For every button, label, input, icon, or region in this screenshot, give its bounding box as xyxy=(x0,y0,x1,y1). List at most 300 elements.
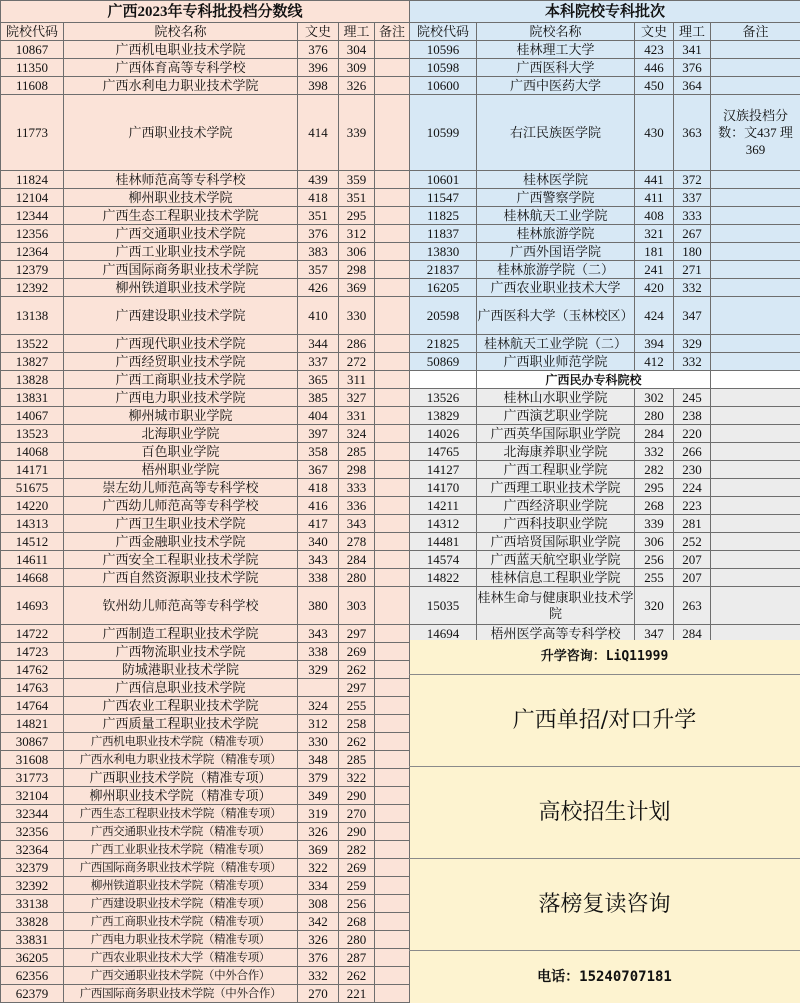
left-header-code: 院校代码 xyxy=(1,23,64,41)
school-name: 广西卫生职业技术学院 xyxy=(64,515,298,533)
remark xyxy=(711,479,800,497)
remark xyxy=(711,171,800,189)
score-ligong: 290 xyxy=(339,787,375,805)
table-row xyxy=(1,697,410,715)
score-ligong: 285 xyxy=(339,443,375,461)
score-wenshi: 337 xyxy=(298,353,339,371)
right-header-row xyxy=(410,23,800,41)
table-row xyxy=(1,59,410,77)
school-code: 33831 xyxy=(1,931,64,949)
score-wenshi: 398 xyxy=(298,77,339,95)
table-row xyxy=(1,189,410,207)
score-ligong: 369 xyxy=(339,279,375,297)
score-ligong: 331 xyxy=(339,407,375,425)
score-ligong: 332 xyxy=(674,353,711,371)
remark xyxy=(375,551,410,569)
score-wenshi: 332 xyxy=(635,443,674,461)
table-row xyxy=(1,715,410,733)
score-wenshi: 357 xyxy=(298,261,339,279)
left-header-name: 院校名称 xyxy=(64,23,298,41)
promo-line-3: 落榜复读咨询 xyxy=(409,858,800,951)
school-name: 广西培贤国际职业学院 xyxy=(477,533,635,551)
school-name: 桂林航天工业学院（二） xyxy=(477,335,635,353)
table-row xyxy=(410,389,800,407)
score-ligong: 359 xyxy=(339,171,375,189)
score-ligong: 220 xyxy=(674,425,711,443)
score-ligong: 322 xyxy=(339,769,375,787)
table-row xyxy=(410,353,800,371)
score-wenshi: 376 xyxy=(298,225,339,243)
remark xyxy=(375,985,410,1003)
school-name: 广西职业技术学院 xyxy=(64,95,298,171)
left-header-row xyxy=(1,23,410,41)
school-name: 柳州职业技术学院（精准专项） xyxy=(64,787,298,805)
score-wenshi: 410 xyxy=(298,297,339,335)
score-ligong: 280 xyxy=(339,931,375,949)
school-name: 柳州职业技术学院 xyxy=(64,189,298,207)
table-row xyxy=(1,859,410,877)
table-row xyxy=(410,171,800,189)
table-row xyxy=(1,967,410,985)
remark xyxy=(711,425,800,443)
score-ligong: 333 xyxy=(339,479,375,497)
score-wenshi: 280 xyxy=(635,407,674,425)
remark xyxy=(375,407,410,425)
school-name: 梧州职业学院 xyxy=(64,461,298,479)
school-code: 20598 xyxy=(410,297,477,335)
school-code: 13526 xyxy=(410,389,477,407)
school-name: 崇左幼儿师范高等专科学校 xyxy=(64,479,298,497)
score-wenshi: 379 xyxy=(298,769,339,787)
table-row xyxy=(1,297,410,335)
score-ligong: 266 xyxy=(674,443,711,461)
remark xyxy=(711,41,800,59)
remark xyxy=(375,335,410,353)
school-code: 12344 xyxy=(1,207,64,225)
minban-blank xyxy=(711,371,800,389)
table-row xyxy=(1,353,410,371)
school-name: 广西职业技术学院（精准专项） xyxy=(64,769,298,787)
table-row xyxy=(1,443,410,461)
school-code: 14723 xyxy=(1,643,64,661)
score-ligong: 311 xyxy=(339,371,375,389)
table-row xyxy=(410,461,800,479)
table-row xyxy=(410,77,800,95)
table-row xyxy=(410,297,800,335)
school-name: 广西交通职业技术学院（精准专项） xyxy=(64,823,298,841)
score-ligong: 272 xyxy=(339,353,375,371)
table-row xyxy=(1,551,410,569)
school-code: 32356 xyxy=(1,823,64,841)
remark xyxy=(375,77,410,95)
score-wenshi: 385 xyxy=(298,389,339,407)
school-name: 广西理工职业技术学院 xyxy=(477,479,635,497)
score-ligong: 267 xyxy=(674,225,711,243)
table-row xyxy=(1,407,410,425)
score-ligong: 286 xyxy=(339,335,375,353)
school-code: 14220 xyxy=(1,497,64,515)
right-header-note: 备注 xyxy=(711,23,800,41)
table-row xyxy=(1,643,410,661)
school-name: 广西国际商务职业技术学院（中外合作） xyxy=(64,985,298,1003)
remark xyxy=(711,461,800,479)
score-wenshi: 344 xyxy=(298,335,339,353)
school-code: 11608 xyxy=(1,77,64,95)
school-code: 11824 xyxy=(1,171,64,189)
score-ligong: 287 xyxy=(339,949,375,967)
remark xyxy=(711,297,800,335)
school-code: 14127 xyxy=(410,461,477,479)
score-wenshi: 369 xyxy=(298,841,339,859)
left-table-title: 广西2023年专科批投档分数线 xyxy=(1,1,410,23)
table-row xyxy=(1,479,410,497)
school-code: 51675 xyxy=(1,479,64,497)
score-ligong: 326 xyxy=(339,77,375,95)
school-code: 10599 xyxy=(410,95,477,171)
school-name: 广西演艺职业学院 xyxy=(477,407,635,425)
table-row xyxy=(1,787,410,805)
school-name: 柳州铁道职业技术学院 xyxy=(64,279,298,297)
table-row xyxy=(410,335,800,353)
school-name: 广西经济职业学院 xyxy=(477,497,635,515)
minban-section-title: 广西民办专科院校 xyxy=(477,371,711,389)
score-wenshi: 347 xyxy=(635,625,674,643)
school-code: 14312 xyxy=(410,515,477,533)
school-code: 11825 xyxy=(410,207,477,225)
remark xyxy=(375,41,410,59)
school-code: 13827 xyxy=(1,353,64,371)
table-row xyxy=(1,949,410,967)
score-ligong: 269 xyxy=(339,859,375,877)
school-code: 15035 xyxy=(410,587,477,625)
score-ligong: 298 xyxy=(339,461,375,479)
remark xyxy=(375,389,410,407)
school-code: 13828 xyxy=(1,371,64,389)
table-row xyxy=(1,389,410,407)
remark xyxy=(711,77,800,95)
score-wenshi: 394 xyxy=(635,335,674,353)
school-code: 12379 xyxy=(1,261,64,279)
table-row xyxy=(410,95,800,171)
table-row xyxy=(1,751,410,769)
score-wenshi: 338 xyxy=(298,569,339,587)
score-wenshi: 324 xyxy=(298,697,339,715)
school-name: 广西经贸职业技术学院 xyxy=(64,353,298,371)
school-name: 桂林航天工业学院 xyxy=(477,207,635,225)
school-name: 桂林旅游学院 xyxy=(477,225,635,243)
table-row xyxy=(1,661,410,679)
score-ligong: 351 xyxy=(339,189,375,207)
promo-phone: 电话：15240707181 xyxy=(409,950,800,1004)
score-ligong: 256 xyxy=(339,895,375,913)
school-code: 10596 xyxy=(410,41,477,59)
score-ligong: 290 xyxy=(339,823,375,841)
right-header-code: 院校代码 xyxy=(410,23,477,41)
school-code: 13829 xyxy=(410,407,477,425)
school-code: 14481 xyxy=(410,533,477,551)
school-code: 62356 xyxy=(1,967,64,985)
score-wenshi: 322 xyxy=(298,859,339,877)
remark xyxy=(711,407,800,425)
school-code: 10867 xyxy=(1,41,64,59)
score-ligong: 347 xyxy=(674,297,711,335)
right-header-wenshi: 文史 xyxy=(635,23,674,41)
remark xyxy=(375,661,410,679)
remark xyxy=(375,225,410,243)
score-ligong: 372 xyxy=(674,171,711,189)
table-row xyxy=(410,189,800,207)
remark xyxy=(375,207,410,225)
school-code: 13831 xyxy=(1,389,64,407)
remark xyxy=(375,371,410,389)
score-ligong: 207 xyxy=(674,569,711,587)
school-name: 广西国际商务职业技术学院 xyxy=(64,261,298,279)
table-row xyxy=(1,587,410,625)
score-ligong: 255 xyxy=(339,697,375,715)
score-wenshi: 376 xyxy=(298,949,339,967)
table-row xyxy=(1,77,410,95)
left-header-ligong: 理工 xyxy=(339,23,375,41)
table-row xyxy=(410,59,800,77)
school-code: 33828 xyxy=(1,913,64,931)
remark xyxy=(375,297,410,335)
score-wenshi: 446 xyxy=(635,59,674,77)
school-code: 14211 xyxy=(410,497,477,515)
table-row xyxy=(410,41,800,59)
remark xyxy=(711,225,800,243)
school-code: 16205 xyxy=(410,279,477,297)
school-name: 广西电力职业技术学院（精准专项） xyxy=(64,931,298,949)
table-row xyxy=(1,769,410,787)
score-wenshi: 302 xyxy=(635,389,674,407)
score-ligong: 364 xyxy=(674,77,711,95)
score-ligong: 343 xyxy=(339,515,375,533)
remark xyxy=(711,389,800,407)
score-wenshi: 312 xyxy=(298,715,339,733)
remark xyxy=(375,353,410,371)
school-name: 百色职业学院 xyxy=(64,443,298,461)
table-row xyxy=(410,515,800,533)
score-ligong: 284 xyxy=(339,551,375,569)
score-ligong: 259 xyxy=(339,877,375,895)
school-name: 广西工商职业技术学院 xyxy=(64,371,298,389)
school-name: 广西建设职业技术学院（精准专项） xyxy=(64,895,298,913)
remark xyxy=(375,931,410,949)
table-row xyxy=(1,679,410,697)
promo-line-2: 高校招生计划 xyxy=(409,766,800,859)
table-row xyxy=(1,95,410,171)
score-ligong: 282 xyxy=(339,841,375,859)
score-ligong: 280 xyxy=(339,569,375,587)
school-code: 50869 xyxy=(410,353,477,371)
score-wenshi: 348 xyxy=(298,751,339,769)
score-wenshi: 351 xyxy=(298,207,339,225)
score-ligong: 285 xyxy=(339,751,375,769)
remark xyxy=(375,877,410,895)
score-ligong: 376 xyxy=(674,59,711,77)
school-name: 钦州幼儿师范高等专科学校 xyxy=(64,587,298,625)
remark xyxy=(375,95,410,171)
remark xyxy=(375,461,410,479)
remark xyxy=(375,497,410,515)
remark xyxy=(375,569,410,587)
score-ligong: 262 xyxy=(339,967,375,985)
remark xyxy=(375,805,410,823)
score-ligong: 230 xyxy=(674,461,711,479)
school-name: 广西现代职业技术学院 xyxy=(64,335,298,353)
remark xyxy=(711,533,800,551)
school-code: 12364 xyxy=(1,243,64,261)
remark xyxy=(375,787,410,805)
school-name: 广西工业职业技术学院（精准专项） xyxy=(64,841,298,859)
school-name: 广西警察学院 xyxy=(477,189,635,207)
table-row xyxy=(1,243,410,261)
school-code: 10600 xyxy=(410,77,477,95)
school-code: 13830 xyxy=(410,243,477,261)
score-ligong: 238 xyxy=(674,407,711,425)
score-ligong: 221 xyxy=(339,985,375,1003)
score-ligong: 271 xyxy=(674,261,711,279)
table-row xyxy=(1,279,410,297)
score-wenshi: 430 xyxy=(635,95,674,171)
school-code: 11773 xyxy=(1,95,64,171)
school-name: 桂林旅游学院（二） xyxy=(477,261,635,279)
score-ligong: 278 xyxy=(339,533,375,551)
school-name: 广西科技职业学院 xyxy=(477,515,635,533)
score-wenshi: 397 xyxy=(298,425,339,443)
remark xyxy=(375,279,410,297)
score-wenshi: 424 xyxy=(635,297,674,335)
score-ligong: 312 xyxy=(339,225,375,243)
remark xyxy=(375,515,410,533)
score-ligong: 336 xyxy=(339,497,375,515)
school-code: 32104 xyxy=(1,787,64,805)
score-wenshi: 342 xyxy=(298,913,339,931)
school-name: 柳州铁道职业技术学院（精准专项） xyxy=(64,877,298,895)
score-wenshi: 295 xyxy=(635,479,674,497)
score-wenshi: 181 xyxy=(635,243,674,261)
score-wenshi: 338 xyxy=(298,643,339,661)
remark xyxy=(711,243,800,261)
promo-line-1: 广西单招/对口升学 xyxy=(409,674,800,767)
school-code: 36205 xyxy=(1,949,64,967)
score-ligong: 341 xyxy=(674,41,711,59)
table-row xyxy=(410,279,800,297)
remark xyxy=(711,261,800,279)
table-row xyxy=(1,985,410,1003)
score-ligong: 333 xyxy=(674,207,711,225)
score-ligong: 339 xyxy=(339,95,375,171)
remark xyxy=(375,895,410,913)
table-row xyxy=(410,533,800,551)
school-name: 桂林信息工程职业学院 xyxy=(477,569,635,587)
school-name: 广西水利电力职业技术学院（精准专项） xyxy=(64,751,298,769)
table-row xyxy=(1,261,410,279)
remark xyxy=(711,279,800,297)
table-row xyxy=(410,225,800,243)
school-name: 广西中医药大学 xyxy=(477,77,635,95)
school-name: 广西外国语学院 xyxy=(477,243,635,261)
score-wenshi: 376 xyxy=(298,41,339,59)
left-header-note: 备注 xyxy=(375,23,410,41)
remark xyxy=(375,697,410,715)
score-wenshi: 423 xyxy=(635,41,674,59)
remark xyxy=(711,353,800,371)
school-code: 21825 xyxy=(410,335,477,353)
score-wenshi: 441 xyxy=(635,171,674,189)
score-ligong: 324 xyxy=(339,425,375,443)
school-code: 32344 xyxy=(1,805,64,823)
score-wenshi: 329 xyxy=(298,661,339,679)
school-name: 桂林师范高等专科学校 xyxy=(64,171,298,189)
school-code: 10598 xyxy=(410,59,477,77)
right-table-title: 本科院校专科批次 xyxy=(410,1,800,23)
score-wenshi: 414 xyxy=(298,95,339,171)
school-code: 14170 xyxy=(410,479,477,497)
score-wenshi: 308 xyxy=(298,895,339,913)
school-code: 14574 xyxy=(410,551,477,569)
school-name: 广西体育高等专科学校 xyxy=(64,59,298,77)
score-ligong: 329 xyxy=(674,335,711,353)
score-wenshi: 306 xyxy=(635,533,674,551)
score-ligong: 330 xyxy=(339,297,375,335)
school-name: 广西英华国际职业学院 xyxy=(477,425,635,443)
table-row xyxy=(1,171,410,189)
table-row xyxy=(1,877,410,895)
school-name: 广西交通职业技术学院（中外合作） xyxy=(64,967,298,985)
school-name: 广西质量工程职业技术学院 xyxy=(64,715,298,733)
score-ligong: 306 xyxy=(339,243,375,261)
score-wenshi: 343 xyxy=(298,551,339,569)
score-ligong: 258 xyxy=(339,715,375,733)
school-code: 11547 xyxy=(410,189,477,207)
score-ligong: 304 xyxy=(339,41,375,59)
remark xyxy=(375,859,410,877)
score-wenshi: 343 xyxy=(298,625,339,643)
remark xyxy=(375,733,410,751)
table-row xyxy=(410,261,800,279)
score-ligong: 263 xyxy=(674,587,711,625)
score-ligong: 269 xyxy=(339,643,375,661)
remark xyxy=(711,569,800,587)
school-name: 广西安全工程职业技术学院 xyxy=(64,551,298,569)
score-ligong: 252 xyxy=(674,533,711,551)
table-row xyxy=(1,225,410,243)
score-ligong: 332 xyxy=(674,279,711,297)
table-row xyxy=(1,625,410,643)
school-code: 14764 xyxy=(1,697,64,715)
school-code: 32392 xyxy=(1,877,64,895)
remark xyxy=(711,551,800,569)
score-wenshi: 450 xyxy=(635,77,674,95)
school-code: 33138 xyxy=(1,895,64,913)
school-code: 14765 xyxy=(410,443,477,461)
score-wenshi: 411 xyxy=(635,189,674,207)
table-row xyxy=(410,407,800,425)
school-name: 广西工程职业学院 xyxy=(477,461,635,479)
school-code: 14821 xyxy=(1,715,64,733)
table-row xyxy=(410,587,800,625)
score-ligong: 297 xyxy=(339,679,375,697)
remark xyxy=(375,533,410,551)
school-name: 广西职业师范学院 xyxy=(477,353,635,371)
score-wenshi: 319 xyxy=(298,805,339,823)
score-ligong: 224 xyxy=(674,479,711,497)
score-ligong: 180 xyxy=(674,243,711,261)
school-name: 广西国际商务职业技术学院（精准专项） xyxy=(64,859,298,877)
school-name: 广西蓝天航空职业学院 xyxy=(477,551,635,569)
school-name: 广西农业职业技术大学（精准专项） xyxy=(64,949,298,967)
